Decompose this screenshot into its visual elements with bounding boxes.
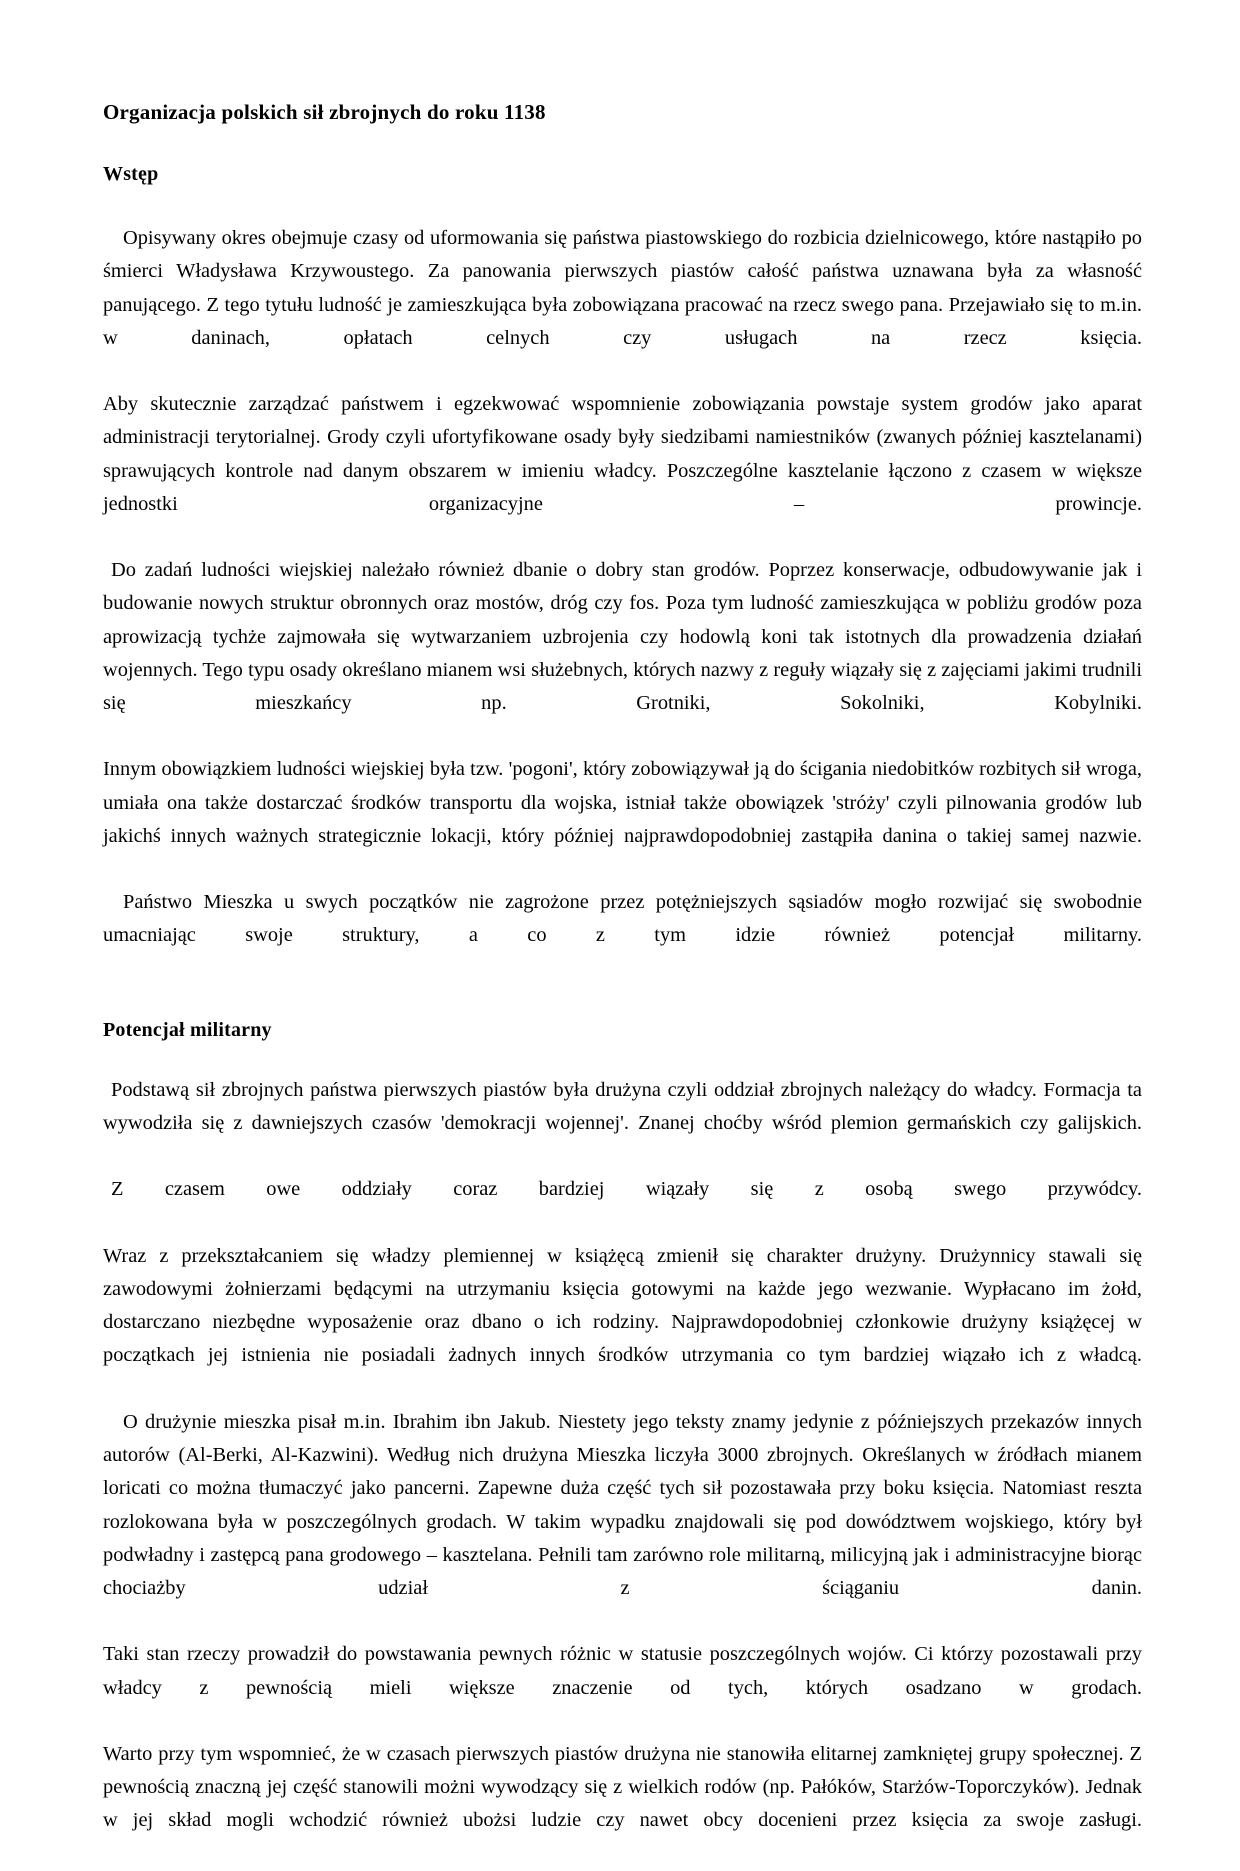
spacer xyxy=(103,125,1142,162)
paragraph: Państwo Mieszka u swych początków nie zagrożone przez potężniejszych sąsiadów mogło rozwijać się swobodnie umacniając swoje struktury, a co z tym idzie również potencjał militarny. xyxy=(103,891,1142,947)
spacer xyxy=(103,1042,1142,1074)
paragraph: Aby skutecznie zarządzać państwem i egzekwować wspomnienie zobowiązania powstaje system grodów jako aparat administracji terytorialnej. Grody czyli ufortyfikowane osady były siedzibami namiestników (zwanych później kasztelanami) sprawujących kontrole nad danym obszarem w imieniu władcy. Poszczególne kasztelanie łączono z czasem w większe jednostki organizacyjne – prowincje. xyxy=(103,393,1142,515)
paragraph: Warto przy tym wspomnieć, że w czasach pierwszych piastów drużyna nie stanowiła elitarnej zamkniętej grupy społecznej. Z pewnością znaczną jej część stanowili możni wywodzący się z wielkich rodów (np. Pałóków, Starżów-Toporczyków). Jednak w jej skład mogli wchodzić również ubożsi ludzie czy nawet obcy docenieni przez księcia za swoje zasługi. xyxy=(103,1742,1142,1832)
section-heading-wstep: Wstęp xyxy=(103,163,159,186)
paragraph: Podstawą sił zbrojnych państwa pierwszych piastów była drużyna czyli oddział zbrojnych należący do władcy. Formacja ta wywodziła się z dawniejszych czasów 'demokracji wojennej'. Znanej choćby wśród plemion germańskich czy galijskich. xyxy=(103,1078,1142,1135)
paragraph: Wraz z przekształcaniem się władzy plemiennej w książęcą zmienił się charakter drużyny. Drużynnicy stawali się zawodowymi żołnierzami będącymi na utrzymaniu księcia gotowymi na każde jego wezwanie. Wypłacano im żołd, dostarczano niezbędne wyposażenie oraz dbano o ich rodziny. Najprawdopodobniej członkowie drużyny książęcej w początkach jej istnienia nie posiadali żadnych innych środków utrzymania co tym bardziej wiązało ich z władcą. xyxy=(103,1244,1142,1367)
paragraph: Opisywany okres obejmuje czasy od uformowania się państwa piastowskiego do rozbicia dzielnicowego, które nastąpiło po śmierci Władysława Krzywoustego. Za panowania pierwszych piastów całość państwa uznawana była za własność panującego. Z tego tytułu ludność je zamieszkująca była zobowiązana pracować na rzecz swego pana. Przejawiało się to m.in. w daninach, opłatach celnych czy usługach na rzecz księcia. xyxy=(103,227,1142,349)
paragraph: Z czasem owe oddziały coraz bardziej wiązały się z osobą swego przywódcy. xyxy=(111,1178,1142,1201)
paragraph: Taki stan rzeczy prowadził do powstawania pewnych różnic w statusie poszczególnych wojów. Ci którzy pozostawali przy władcy z pewnością mieli większe znaczenie od tych, których osadzano w grodach. xyxy=(103,1643,1142,1699)
section-body-potencjal-militarny xyxy=(103,1074,1142,1871)
paragraph: Do zadań ludności wiejskiej należało również dbanie o dobry stan grodów. Poprzez konserwacje, odbudowywanie jak i budowanie nowych struktur obronnych oraz mostów, dróg czy fos. Poza tym ludność zamieszkująca w pobliżu grodów poza aprowizacją tychże zajmowała się wytwarzaniem uzbrojenia czy hodowlą koni tak istotnych dla prowadzenia działań wojennych. Tego typu osady określano mianem wsi służebnych, których nazwy z reguły wiązały się z zajęciami jakimi trudnili się mieszkańcy np. Grotniki, Sokolniki, Kobylniki. xyxy=(103,559,1142,715)
section-body-wstep xyxy=(103,222,1142,986)
spacer xyxy=(103,986,1142,1018)
paragraph: Innym obowiązkiem ludności wiejskiej była tzw. 'pogoni', który zobowiązywał ją do ścigania niedobitków rozbitych sił wroga, umiała ona także dostarczać środków transportu dla wojska, istniał także obowiązek 'stróży' czyli pilnowania grodów lub jakichś innych ważnych strategicznie lokacji, który później najprawdopodobniej zastąpiła danina o takiej samej nazwie. xyxy=(103,758,1142,847)
paragraph: O drużynie mieszka pisał m.in. Ibrahim ibn Jakub. Niestety jego teksty znamy jedynie z późniejszych przekazów innych autorów (Al-Berki, Al-Kazwini). Według nich drużyna Mieszka liczyła 3000 zbrojnych. Określanych w źródłach mianem loricati co można tłumaczyć jako pancerni. Zapewne duża część tych sił pozostawała przy boku księcia. Natomiast reszta rozlokowana była w poszczególnych grodach. W takim wypadku znajdowali się pod dowództwem wojskiego, który był podwładny i zastępcą pana grodowego – kasztelana. Pełnili tam zarówno role militarną, milicyjną jak i administracyjne biorąc chociażby udział z ściąganiu danin. xyxy=(103,1410,1142,1599)
document-title: Organizacja polskich sił zbrojnych do roku 1138 xyxy=(103,100,546,124)
spacer xyxy=(103,186,1142,222)
section-heading-potencjal-militarny: Potencjał militarny xyxy=(103,1018,272,1041)
